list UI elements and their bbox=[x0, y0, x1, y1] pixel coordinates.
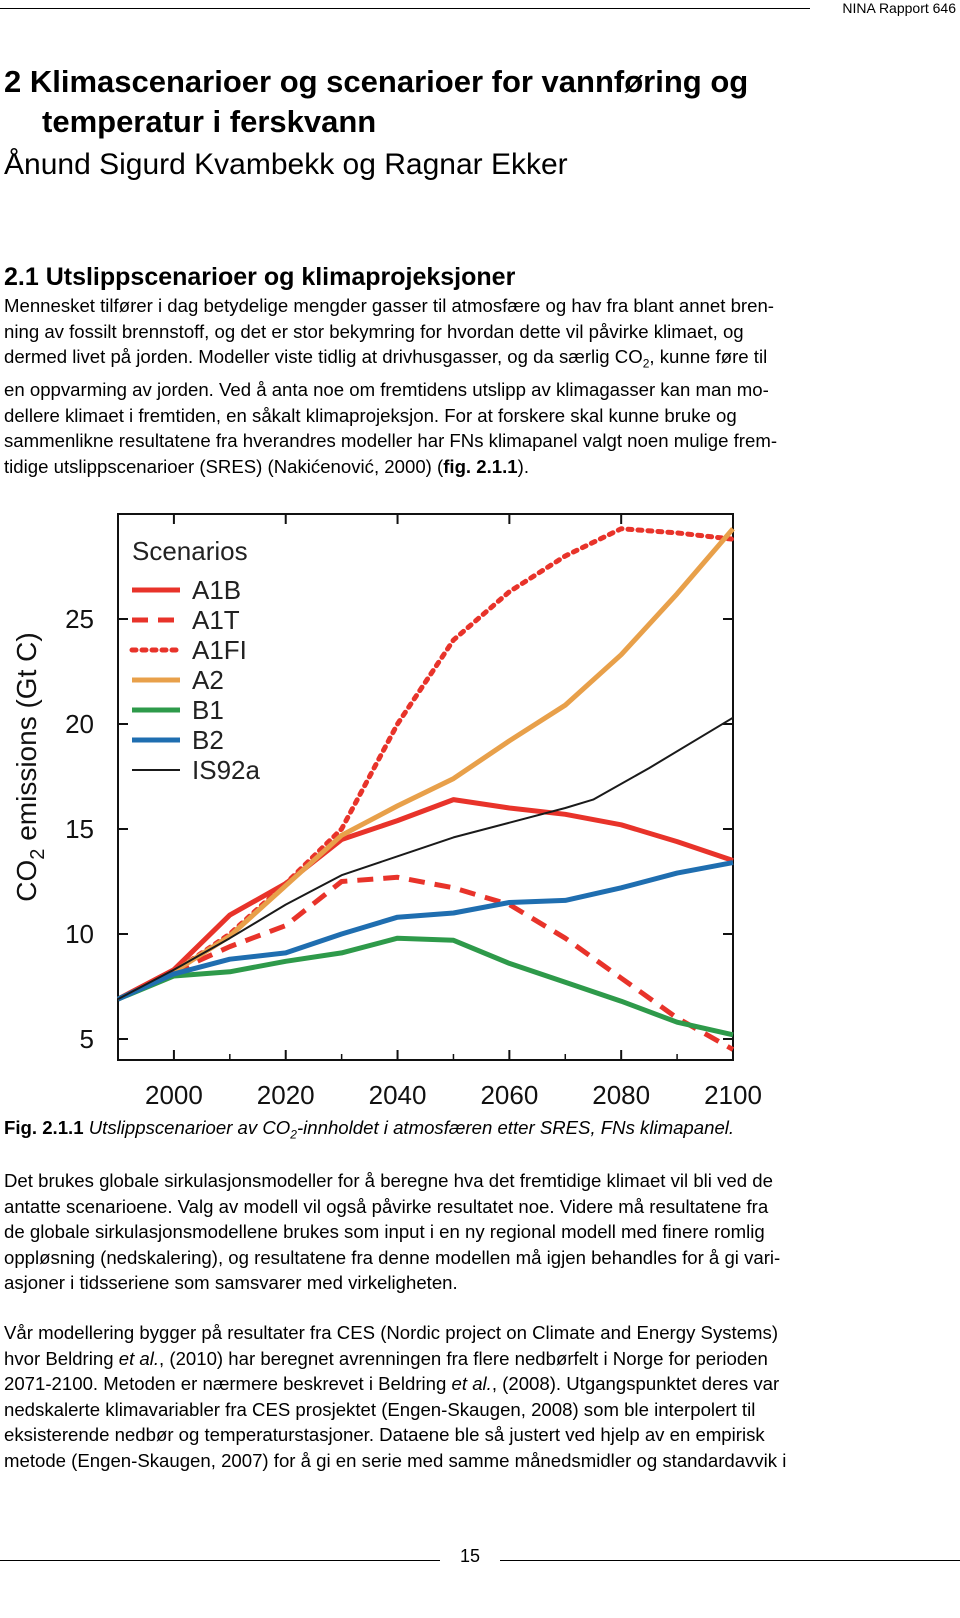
x-tick-label: 2100 bbox=[704, 1080, 762, 1110]
figure-label: Fig. 2.1.1 bbox=[4, 1117, 84, 1138]
intro-line bbox=[4, 454, 956, 480]
series-line-a1fi bbox=[174, 529, 733, 972]
y-tick-label: 10 bbox=[65, 919, 94, 949]
body-line: nedskalerte klimavariabler fra CES prosjektet (Engen-Skaugen, 2008) som ble interpolert til bbox=[4, 1398, 756, 1420]
x-tick-label: 2080 bbox=[592, 1080, 651, 1110]
section-title: 2.1 Utslippscenarioer og klimaprojeksjoner bbox=[4, 263, 516, 291]
intro-paragraph bbox=[4, 293, 956, 479]
x-tick-label: 2000 bbox=[144, 1080, 203, 1110]
body-line: asjoner i tidsseriene som samsvarer med virkeligheten. bbox=[4, 1272, 458, 1293]
y-tick-label: 5 bbox=[79, 1024, 94, 1054]
figure-reference[interactable]: fig. 2.1.1 bbox=[443, 455, 518, 477]
intro-line: en oppvarming av jorden. Ved å anta noe om fremtidens utslipp av klimagasser kan man mo- bbox=[4, 379, 769, 401]
intro-line bbox=[4, 344, 956, 377]
body-line bbox=[4, 1371, 956, 1397]
body-line bbox=[4, 1346, 956, 1372]
legend-label-b1: B1 bbox=[192, 695, 224, 725]
intro-text: ). bbox=[517, 455, 529, 477]
legend-label-b2: B2 bbox=[192, 725, 224, 755]
body-text: , (2008). Utgangspunktet deres var bbox=[491, 1373, 780, 1394]
body-text: 2071-2100. Metoden er nærmere beskrevet i Beldring bbox=[4, 1373, 452, 1394]
emissions-chart bbox=[0, 500, 960, 1140]
footer-rule-left bbox=[0, 1560, 440, 1561]
x-tick-label: 2040 bbox=[368, 1080, 427, 1110]
legend-label-a1b: A1B bbox=[192, 575, 242, 605]
body-line: eksisterende nedbør og temperaturstasjoner. Dataene ble så justert ved hjelp av en empirisk bbox=[4, 1424, 765, 1445]
intro-line: sammenlikne resultatene fra hverandres modeller har FNs klimapanel valgt noen mulige frem- bbox=[4, 430, 778, 452]
legend-label-a1t: A1T bbox=[192, 605, 240, 635]
subscript: 2 bbox=[642, 356, 650, 371]
caption-text: Utslippscenarioer av CO bbox=[83, 1117, 291, 1138]
body-paragraph bbox=[4, 1168, 956, 1296]
y-tick-label: 20 bbox=[65, 709, 94, 739]
intro-line: ning av fossilt brennstoff, og det er stor bekymring for hvordan dette vil påvirke klimaet, og bbox=[4, 320, 744, 342]
header-rule bbox=[0, 8, 810, 9]
legend-label-a1fi: A1FI bbox=[192, 635, 247, 665]
chapter-title-line2: temperatur i ferskvann bbox=[42, 104, 377, 139]
body-paragraph bbox=[4, 1320, 956, 1473]
legend-label-a2: A2 bbox=[192, 665, 224, 695]
series-line-a1b bbox=[118, 800, 733, 1000]
body-emphasis: et al. bbox=[451, 1373, 492, 1394]
chapter-title-line1: 2 Klimascenarioer og scenarioer for vannføring og bbox=[4, 64, 749, 99]
series-line-a1t bbox=[174, 877, 733, 1049]
y-axis-label-text: CO bbox=[11, 859, 42, 902]
chapter-authors: Ånund Sigurd Kvambekk og Ragnar Ekker bbox=[4, 148, 568, 181]
y-axis-label-text: emissions (Gt C) bbox=[11, 632, 42, 849]
body-emphasis: et al. bbox=[118, 1347, 160, 1369]
intro-line: dellere klimaet i fremtiden, en såkalt klimaprojeksjon. For at forskere skal kunne bruke og bbox=[4, 404, 737, 426]
y-tick-label: 15 bbox=[65, 814, 94, 844]
report-label: NINA Rapport 646 bbox=[842, 0, 956, 16]
y-axis-label bbox=[11, 632, 49, 901]
emissions-chart-svg bbox=[0, 500, 960, 1120]
body-line: de globale sirkulasjonsmodellene brukes som input i en ny regional modell med finere romlig bbox=[4, 1221, 765, 1242]
series-line-a2 bbox=[174, 529, 733, 972]
legend-title: Scenarios bbox=[132, 536, 248, 566]
body-text: , (2010) har beregnet avrenningen fra flere nedbørfelt i Norge for perioden bbox=[159, 1347, 768, 1369]
body-text: hvor Beldring bbox=[4, 1347, 119, 1369]
y-axis-label-subscript: 2 bbox=[27, 848, 49, 860]
body-line: antatte scenarioene. Valg av modell vil også påvirke resultatet noe. Videre må resultatene fra bbox=[4, 1195, 769, 1217]
footer-rule-right bbox=[500, 1560, 960, 1561]
body-line: Det brukes globale sirkulasjonsmodeller for å beregne hva det fremtidige klimaet vil bli ved de bbox=[4, 1170, 773, 1191]
figure-caption bbox=[4, 1115, 734, 1148]
x-tick-label: 2060 bbox=[480, 1080, 539, 1110]
x-tick-label: 2020 bbox=[256, 1080, 315, 1110]
intro-text: tidige utslippscenarioer (SRES) (Nakićenović, 2000) ( bbox=[4, 455, 444, 477]
subscript: 2 bbox=[290, 1127, 297, 1142]
page-number: 15 bbox=[459, 1546, 481, 1566]
intro-text: dermed livet på jorden. Modeller viste tidlig at drivhusgasser, og da særlig CO bbox=[4, 346, 643, 367]
body-line: oppløsning (nedskalering), og resultatene fra denne modellen må igjen behandles for å gi vari- bbox=[4, 1246, 781, 1268]
body-line: metode (Engen-Skaugen, 2007) for å gi en serie med samme månedsmidler og standardavvik i bbox=[4, 1449, 787, 1471]
intro-text: , kunne føre til bbox=[649, 346, 768, 367]
body-line: Vår modellering bygger på resultater fra CES (Nordic project on Climate and Energy Systems) bbox=[4, 1322, 779, 1343]
intro-line: Mennesket tilfører i dag betydelige mengder gasser til atmosfære og hav fra blant annet bren- bbox=[4, 295, 774, 316]
y-tick-label: 25 bbox=[65, 604, 94, 634]
legend-label-is92a: IS92a bbox=[192, 755, 260, 785]
caption-text: -innholdet i atmosfæren etter SRES, FNs klimapanel. bbox=[296, 1117, 735, 1138]
